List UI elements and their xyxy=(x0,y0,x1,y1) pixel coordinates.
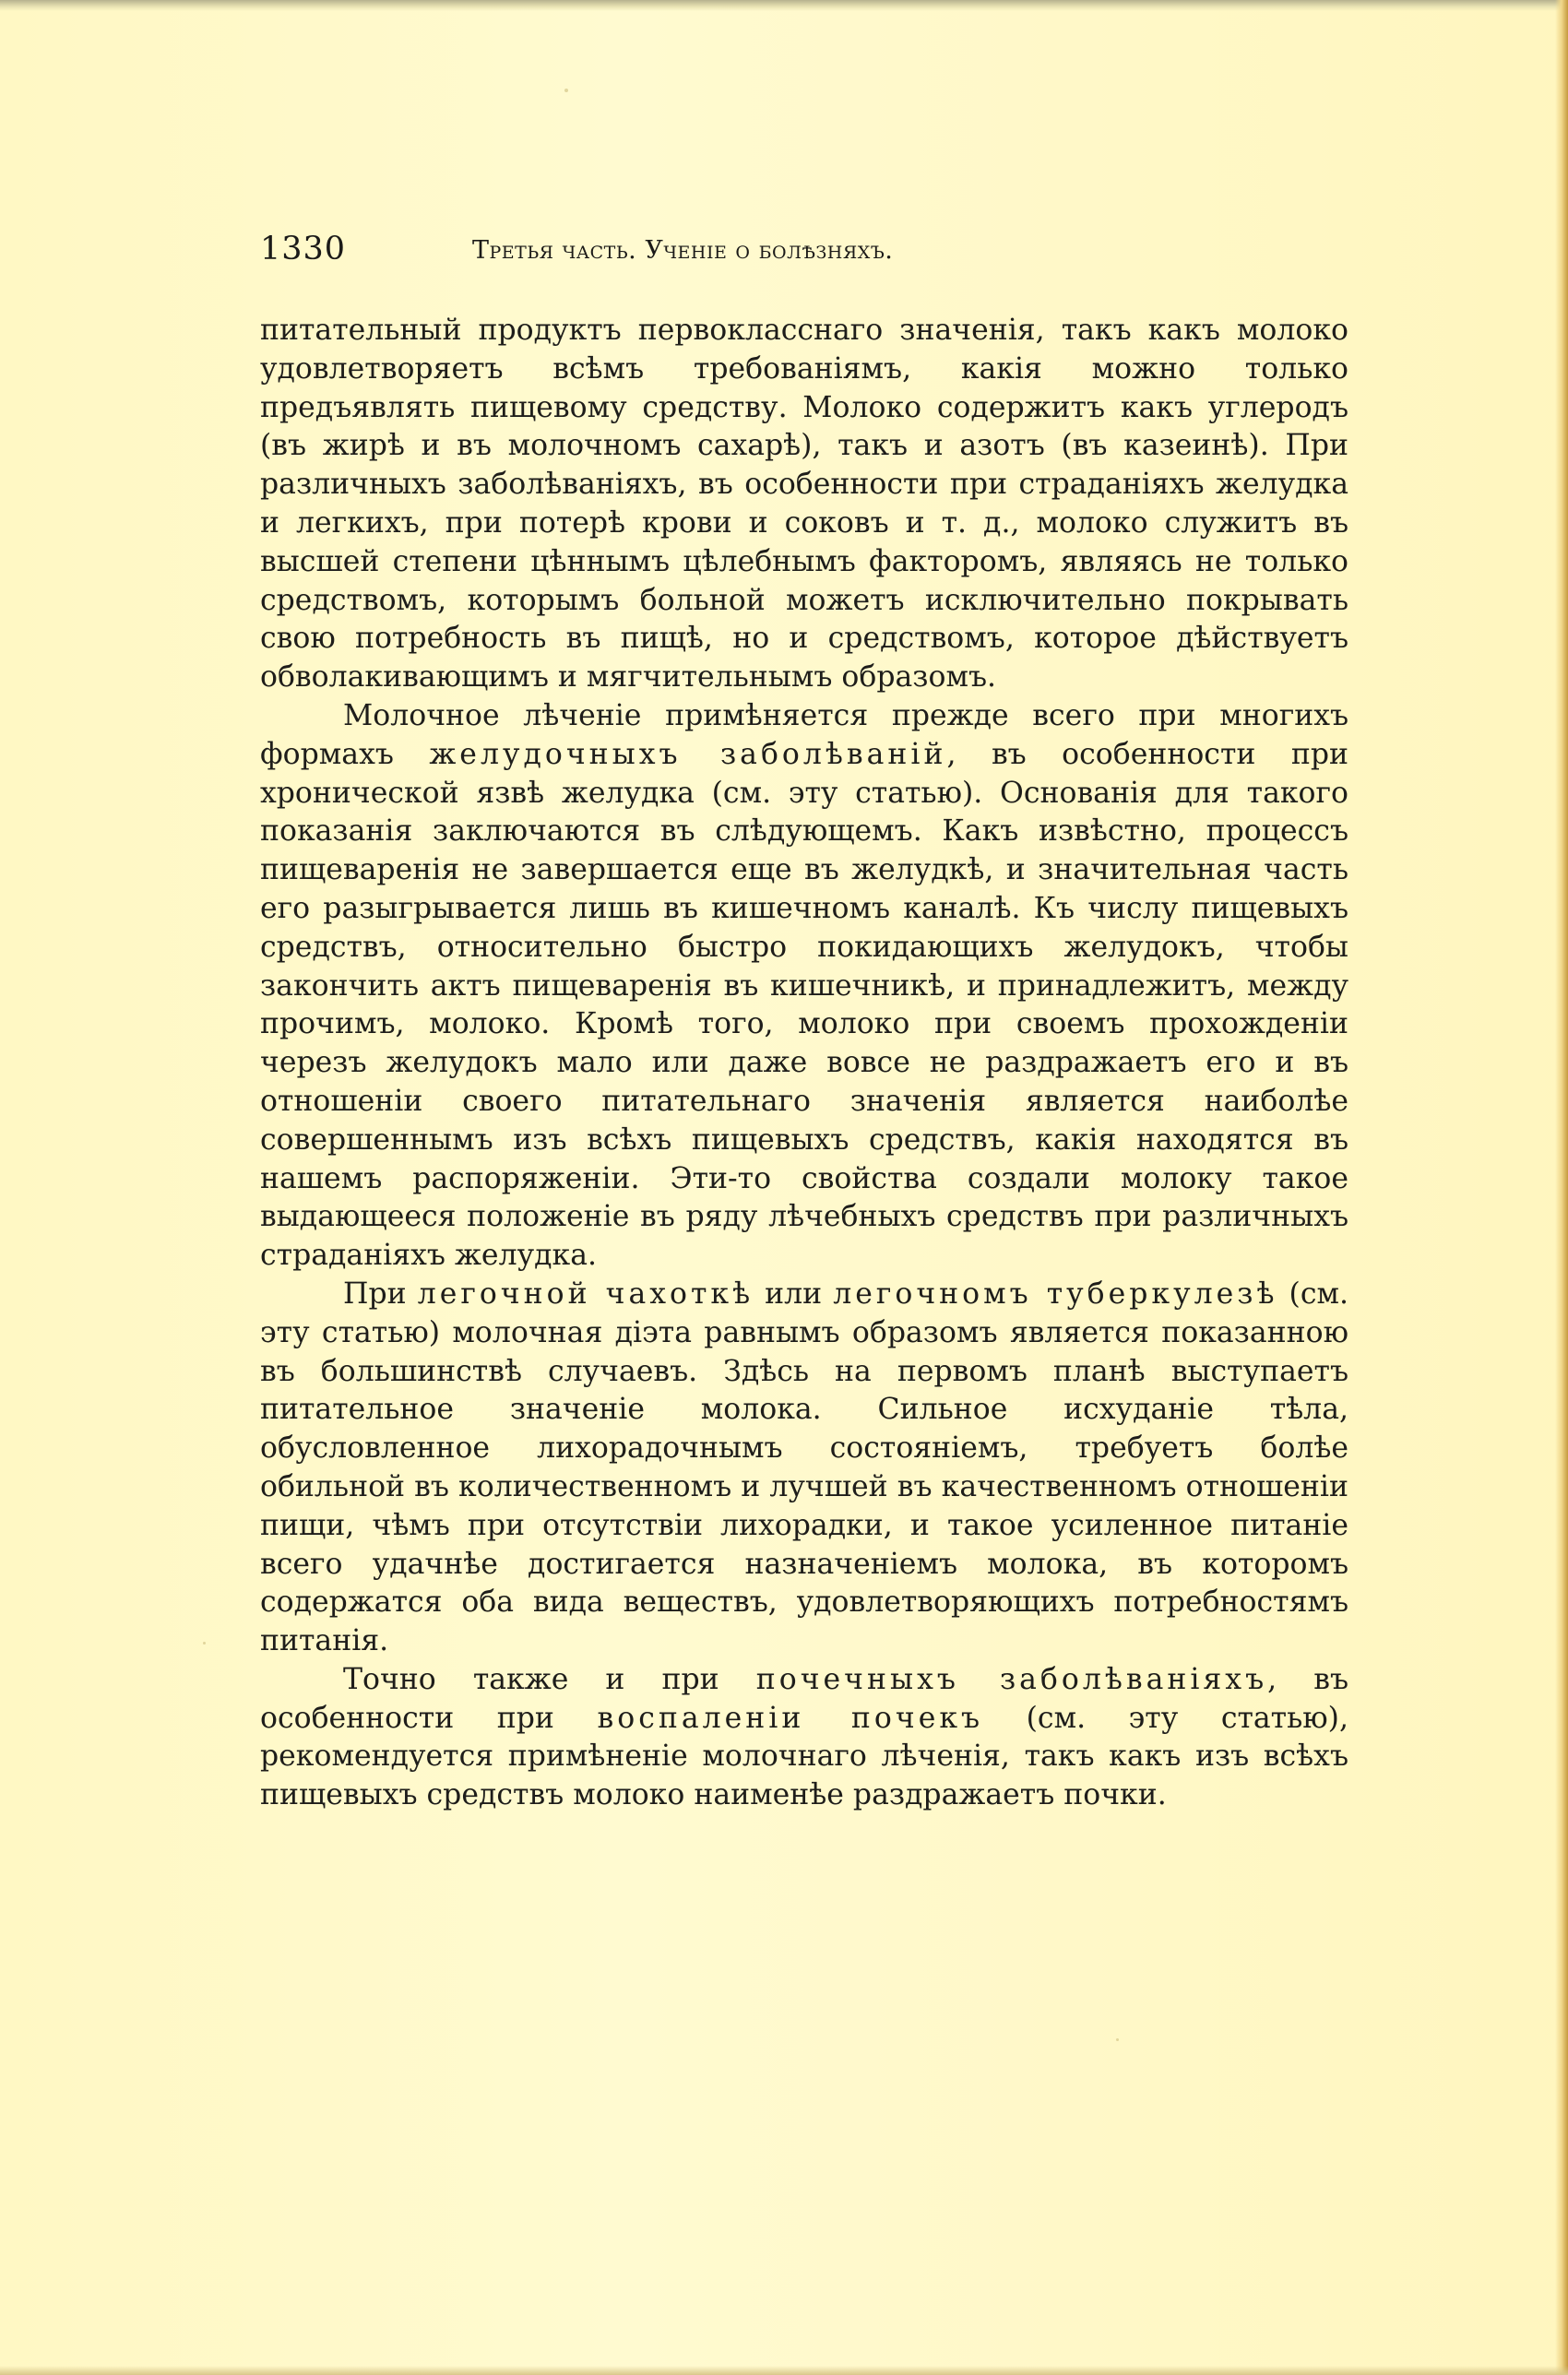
paragraph-text: При xyxy=(343,1277,418,1311)
paragraph-text: Молочное лѣченіе примѣняется прежде всего при многихъ формахъ xyxy=(260,698,1348,771)
page-header xyxy=(260,231,1367,277)
paragraph-text: питательный продуктъ первокласснаго значенія, такъ какъ молоко удовлетворяетъ всѣмъ требованіямъ, какія можно только предъявлять пищевому средству. Молоко содержитъ какъ углеродъ (въ жирѣ и въ молочномъ сахарѣ), такъ и азотъ (въ казеинѣ). При различныхъ заболѣваніяхъ, въ особенности при страданіяхъ желудка и легкихъ, при потерѣ крови и соковъ и т. д., молоко служитъ въ высшей степени цѣннымъ цѣлебнымъ факторомъ, являясь не только средствомъ, которымъ больной можетъ исключительно покрывать свою потребность въ пищѣ, но и средствомъ, которое дѣйствуетъ обволакивающимъ и мягчительнымъ образомъ. xyxy=(260,314,1348,695)
paragraph-text: или xyxy=(754,1277,834,1311)
paragraph-text: , въ особенности при хронической язвѣ желудка (см. эту статью). Основанія для такого показанія заключаются въ слѣдующемъ. Какъ извѣстно, процессъ пищеваренія не завершается еще въ желудкѣ, и значительная часть его разыгрывается лишь въ кишечномъ каналѣ. Къ числу пищевыхъ средствъ, относительно быстро покидающихъ желудокъ, чтобы закончить актъ пищеваренія въ кишечникѣ, и принадлежитъ, между прочимъ, молоко. Кромѣ того, молоко при своемъ прохожденіи черезъ желудокъ мало или даже вовсе не раздражаетъ его и въ отношеніи своего питательнаго значенія является наиболѣе совершеннымъ изъ всѣхъ пищевыхъ средствъ, какія находятся въ нашемъ распоряженіи. Эти-то свойства создали молоку такое выдающееся положеніе въ ряду лѣчебныхъ средствъ при различныхъ страданіяхъ желудка. xyxy=(260,737,1348,1273)
spaced-term: почечныхъ заболѣваніяхъ xyxy=(755,1662,1268,1696)
page-edge-right xyxy=(1555,0,1568,2375)
page-edge-top xyxy=(0,0,1568,11)
paragraph xyxy=(260,1661,1348,1815)
page-edge-bottom xyxy=(0,2366,1568,2375)
page-number: 1330 xyxy=(260,231,347,267)
paragraph-text: (см. эту статью), рекомендуется примѣненіе молочнаго лѣченія, такъ какъ изъ всѣхъ пищевыхъ средствъ молоко наименѣе раздражаетъ почки. xyxy=(260,1701,1348,1812)
spaced-term: желудочныхъ заболѣваній xyxy=(429,737,947,771)
paragraph-text: (см. эту статью) молочная діэта равнымъ образомъ является показанною въ большинствѣ случаевъ. Здѣсь на первомъ планѣ выступаетъ питательное значеніе молока. Сильное исхуданіе тѣла, обусловленное лихорадочнымъ состояніемъ, требуетъ болѣе обильной въ количественномъ и лучшей въ качественномъ отношеніи пищи, чѣмъ при отсутствіи лихорадки, и такое усиленное питаніе всего удачнѣе достигается назначеніемъ молока, въ которомъ содержатся оба вида веществъ, удовлетворяющихъ потребностямъ питанія. xyxy=(260,1277,1348,1658)
paragraph xyxy=(260,697,1348,1276)
paragraph-text: , въ особенности при xyxy=(260,1662,1348,1735)
body-text xyxy=(260,312,1348,1815)
paragraph-text: Точно также и при xyxy=(343,1662,756,1696)
paper-speck xyxy=(203,1642,206,1645)
paragraph xyxy=(260,312,1348,697)
spaced-term: воспаленіи почекъ xyxy=(597,1701,984,1735)
running-head: Третья часть. Ученіе о болѣзняхъ. xyxy=(472,236,894,265)
spaced-term: легочномъ туберкулезѣ xyxy=(833,1277,1278,1311)
paper-speck xyxy=(1116,2038,1119,2041)
spaced-term: легочной чахоткѣ xyxy=(417,1277,754,1311)
paragraph xyxy=(260,1276,1348,1661)
paper-speck xyxy=(564,89,568,92)
